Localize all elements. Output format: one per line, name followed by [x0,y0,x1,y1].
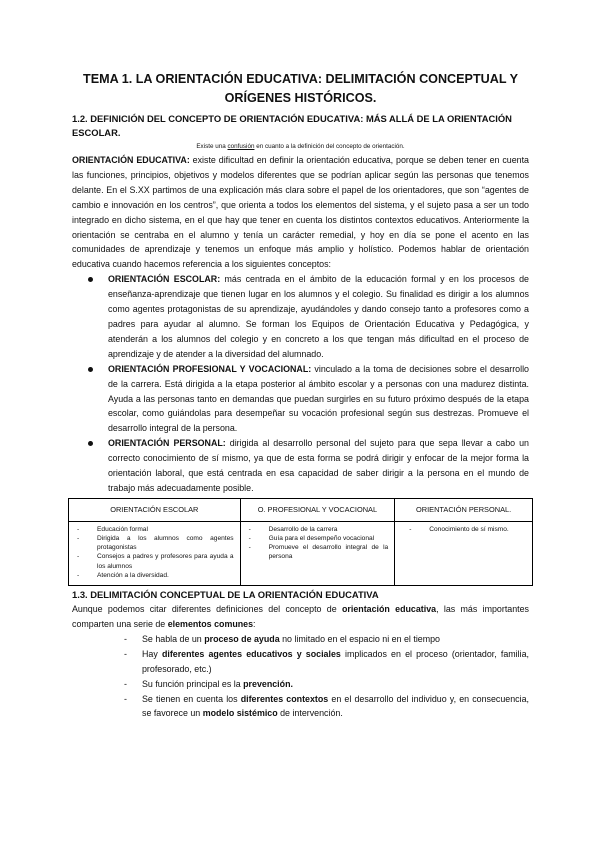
term-orientacion-educativa: orientación educativa [342,604,437,615]
item-text: no limitado en el espacio ni en el tiempo [279,633,440,644]
common-elements-list [72,632,529,721]
table-row [69,521,533,585]
table-list-item: - Atención a la diversidad. [75,571,234,580]
note-run: en cuanto a la definición del concepto de orientación. [254,143,405,150]
term-elementos-comunes: elementos comunes [167,618,254,629]
orientacion-educativa-paragraph [72,153,529,272]
table-header-escolar: ORIENTACIÓN ESCOLAR [69,498,241,521]
list-item [72,647,529,677]
paragraph-text: Aunque podemos citar diferentes definiciones del concepto de [72,604,342,615]
table-header-personal: ORIENTACIÓN PERSONAL. [395,498,533,521]
table-list-item: - Promueve el desarrollo integral de la persona [247,543,389,561]
note-run-underlined: confusión [227,143,255,150]
section-1-3-heading: 1.3. DELIMITACIÓN CONCEPTUAL DE LA ORIENTACIÓN EDUCATIVA [72,589,379,601]
paragraph-text: : [253,618,256,629]
bullet-term: ORIENTACIÓN ESCOLAR: [108,274,221,285]
item-text: Se tienen en cuenta los [142,693,241,704]
bullet-term: ORIENTACIÓN PROFESIONAL Y VOCACIONAL: [108,363,312,374]
list-item [72,692,529,722]
bullet-text: dirigida al desarrollo personal del sujeto para que sepa llevar a cabo un correcto conocimiento de sí mismo, ya que de esta forma se podrá dirigir y enfocar de la mejor forma la orientación laboral, que está centrada en esa capacidad de saber dirigir a la persona en el mundo de trabajo más adecuadamente posible. [108,438,529,493]
dash-marker: - [124,633,127,644]
dash-marker: - [124,678,127,689]
dash-marker: - [124,693,127,704]
bullet-dot-icon [88,367,93,372]
bullet-orientacion-escolar [72,272,529,361]
confusion-note [72,142,529,152]
table-list-item: - Desarrollo de la carrera [247,525,389,534]
bullet-orientacion-profesional [72,362,529,437]
list-item [72,632,529,647]
paragraph-text: , las más importantes comparten una serie de [72,604,529,629]
dash-marker: - [124,648,127,659]
item-text: Se habla de un [142,633,205,644]
bullet-orientacion-personal [72,436,529,496]
item-text: Su función principal es la [142,678,244,689]
table-header-row [69,498,533,521]
list-item [72,677,529,692]
item-term: prevención. [243,678,293,689]
section-1-2-heading: 1.2. DEFINICIÓN DEL CONCEPTO DE ORIENTACIÓN EDUCATIVA: MÁS ALLÁ DE LA ORIENTACIÓN ESCOLAR. [72,113,512,138]
bullet-text: vinculado a la toma de decisiones sobre el desarrollo de la carrera. Está dirigida a la etapa posterior al ámbito escolar y a personas con una madurez distinta. Ayuda a las personas tanto en demandas que puedan surgirles en su futuro próximo después de la etapa escolar, como guiándolas para desempeñar su vocación profesional según sus destrezas. Promueve el desarrollo integral de la persona. [108,363,529,434]
document-title: TEMA 1. LA ORIENTACIÓN EDUCATIVA: DELIMITACIÓN CONCEPTUAL Y ORÍGENES HISTÓRICOS. [83,72,518,105]
paragraph-text: existe dificultad en definir la orientación educativa, porque se deben tener en cuenta las funciones, principios, objetivos y modelos diferentes que se podrían aplicar según las personas que tenemos delante. En el S.XX partimos de una explicación más clara sobre el papel de los orientadores, que son “agentes de cambio e innovación en los centros”, que orienta a todos los elementos del sistema, y el sujeto pasa a ser un todo integrado en dicho sistema, en el que hay que tener en cuenta los distintos contextos educativos. Anteriormente la orientación se centraba en el alumno y tenía un carácter remedial, y hoy en día se pone el acento en las comunidades de aprendizaje y tenemos un enfoque más amplio y holístico. Podemos hablar de orientación educativa cuando hacemos referencia a los siguientes conceptos: [72,155,529,270]
table-list-item: - Dirigida a los alumnos como agentes protagonistas [75,534,234,552]
bullet-dot-icon [88,441,93,446]
table-list-item: - Guía para el desempeño vocacional [247,534,389,543]
table-list-item: - Conocimiento de sí mismo. [407,525,526,534]
term-orientacion-educativa: ORIENTACIÓN EDUCATIVA: [72,155,190,165]
note-run: Existe una [196,143,228,150]
item-term: diferentes contextos [240,693,329,704]
item-text: Hay [142,648,162,659]
item-term: proceso de ayuda [204,633,280,644]
item-text: de intervención. [277,708,343,719]
item-term: modelo sistémico [202,708,278,719]
comparison-table [68,498,533,586]
document-page [72,70,529,721]
item-text: en el desarrollo del individuo y, en consecuencia, se favorece un [142,693,529,719]
bullet-text: más centrada en el ámbito de la educación formal y en los procesos de enseñanza-aprendizaje que tienen lugar en los alumnos y el colegio. Su finalidad es dirigir a los alumnos como agentes protagonistas de su aprendizaje, ayudándoles y dando consejo tanto a profesores como a padres para ayudar al alumno. Se forman los Equipos de Orientación Educativa y Pedagógica, y atenderán a los alumnos del colegio y en concreto a los que tengan más dificultad en el proceso de aprendizaje y de atender a la diversidad del alumnado. [108,274,529,359]
item-text: implicados en el proceso (orientador, familia, profesorado, etc.) [142,648,529,674]
table-list-item: - Consejos a padres y profesores para ayuda a los alumnos [75,552,234,570]
table-cell-personal [395,521,533,585]
table-list-item: - Educación formal [75,525,234,534]
table-header-profesional: O. PROFESIONAL Y VOCACIONAL [240,498,395,521]
item-term: diferentes agentes educativos y sociales [161,648,341,659]
bullet-dot-icon [88,277,93,282]
elementos-comunes-paragraph [72,602,529,632]
table-cell-profesional [240,521,395,585]
table-cell-escolar [69,521,241,585]
orientation-types-list [72,272,529,496]
bullet-term: ORIENTACIÓN PERSONAL: [108,438,226,449]
